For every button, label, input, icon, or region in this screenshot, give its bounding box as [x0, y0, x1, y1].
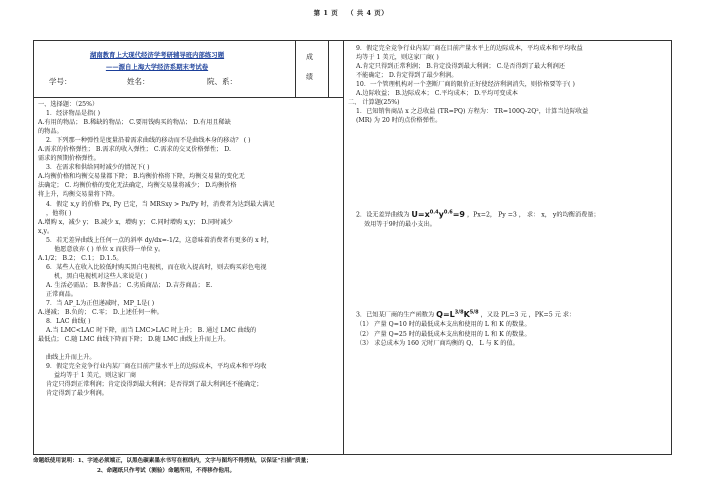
question-line: ，他将( ) [46, 209, 72, 217]
question-line: A.增购 x，减少 y； B.减少 x，增购 y； C.同时增购 x,y； D.同时减少 [38, 218, 233, 226]
question-line: 法确定； C. 均衡价格的变化无法确定，均衡交易量将减少； D.均衡价格 [38, 182, 237, 190]
question-line: A.1/2； B.2； C.1； D.1.5。 [38, 254, 123, 262]
question-line: 曲线上升而上升。 [46, 354, 96, 362]
footer-notes [33, 456, 673, 476]
question-line: A.有用的物品； B.稀缺的物品； C.要用钱购买的物品； D.有用且稀缺 [38, 119, 231, 127]
column-divider [343, 40, 344, 454]
question-line: 均等于 1 美元，则这家厂商( ) [356, 54, 439, 62]
department-label: 院、系： [207, 77, 237, 86]
question-line: 需求的预期价格弹性。 [38, 155, 100, 163]
q2-formula: $U=x^{0.4}y^{0.6}=9$ [411, 209, 465, 219]
footer-line-1: 命题纸使用说明：1、字迹必须端正，以黑色碳素墨水书写在框线内，文字与图均不得剪贴，以保证“扫描”质量； [33, 458, 312, 464]
question-line: 8．LAC 曲线( ) [46, 318, 91, 326]
question-line: 10．一个管理机构对一个垄断厂商的限价正好使经济利润消失，则价格要等于( ) [356, 81, 575, 89]
question-line: 正常商品。 [46, 290, 77, 298]
page-header [0, 8, 702, 17]
question-line: 6．某些人在收入比较低时购买黑白电视机，而在收入提高时，则去购买彩色电视 [46, 263, 267, 271]
page-total: （ 共 4 页） [347, 9, 389, 17]
question-line: A.递减； B.负的； C.零； D.上述任何一种。 [38, 309, 163, 317]
question-line: 9．假定完全竞争行业内某厂商在目前产量水平上的边际成本，平均成本和平均收益 [356, 45, 583, 52]
question-line: 4．假定 x,y 的价格 Px, Py 已定，当 MRSxy > Px/Py 时，消费者为达到最大满足 [46, 200, 275, 208]
exam-subtitle: ——源自上海大学经济系期末考试卷 [105, 63, 209, 71]
left-column [38, 100, 338, 399]
question-line: A.均衡价格和均衡交易量都下降； B.均衡价格将下降，均衡交易量的变化无 [38, 173, 245, 181]
question-line [38, 344, 338, 353]
q3-item: （2） 产量 Q=25 时的最低成本支出和使用的 L 和 K 的数量。 [356, 330, 531, 338]
question-line: 不能确定； D.肯定得到了最少利润。 [356, 72, 458, 80]
question-line: 肯定得到了最少利润。 [46, 390, 108, 398]
question-line: 他愿意放弃 ( ) 单位 x 而获得一单位 y。 [54, 245, 165, 253]
question-line: 最低点； C.随 LMC 曲线下降而下降； D.随 LMC 曲线上升而上升。 [38, 336, 230, 344]
question-line: 7．当 AP_L为正但递减时，MP_L是( ) [46, 300, 155, 308]
question-line: 益均等于 1 美元，则这家厂商 [54, 372, 137, 380]
student-id-label: 学号： [49, 77, 72, 86]
q2-line2: 效用等于9时的最小支出。 [364, 221, 436, 229]
question-line: x,y。 [38, 227, 54, 235]
name-label: 姓名： [127, 77, 150, 86]
question-line: A.肯定只得到正常利润； B.肯定没得到最大利润； C.是否得到了最大利润还 [356, 63, 565, 71]
question-line: A. 生活必需品； B.奢侈品； C.劣质商品； D.吉芬商品； E. [46, 281, 213, 289]
question-line: 的物品。 [38, 128, 63, 136]
question-line: A.当 LMC<LAC 时下降，而当 LMC>LAC 时上升； B. 通过 LMC 曲线的 [46, 327, 257, 335]
page-number: 第 1 页 [313, 9, 339, 17]
section-heading: 二、 计算题(25%) [348, 99, 400, 107]
q3-item: （3） 求总成本为 160 元时厂商均衡的 Q、 L 与 K 的值。 [356, 340, 519, 348]
question-line: 机，黑白电视机对这些人来说是( ) [54, 272, 148, 280]
q3-item: （1） 产量 Q=10 时的最低成本支出和使用的 L 和 K 的数量。 [356, 321, 531, 329]
question-line: A.需求的价格弹性； B.需求的收入弹性； C.需求的交叉价格弹性； D. [38, 146, 231, 154]
question-line: (MR) 为 20 时的点价格弹性。 [356, 117, 442, 125]
q2-prefix: 2．设无差异曲线为 [356, 211, 410, 219]
question-line: 肯定只得到正常利润；肯定没得到最大利润；是否得到了最大利润还不能确定； [46, 381, 263, 389]
right-column [348, 44, 666, 125]
exam-header-block [33, 40, 343, 98]
score-label-bottom: 绩 [306, 73, 313, 81]
q3-formula: $Q=L^{3/8}K^{5/8}$ [436, 309, 479, 319]
question-line: 3．在需求和供给同时减少的情况下( ) [46, 164, 150, 172]
section-heading: 一、选择题：（25%） [38, 101, 99, 108]
question-line: 1．已知销售商品 x 之总收益 (TR=PQ) 方程为： TR=100Q-2Q²，计算当边际收益 [356, 108, 589, 116]
footer-line-2: 2、命题纸只作考试（测验）命题所用，不得移作他用。 [97, 468, 236, 474]
question-line: 9．假定完全竞争行业内某厂商在目前产量水平上的边际成本，平均成本和平均收 [46, 363, 267, 371]
q3-suffix: ，又设 PL=3 元 ，PK=5 元 求： [480, 311, 576, 319]
calc-question-2 [348, 208, 666, 230]
question-line: 5．若无差异曲线上任何一点的斜率 dy/dx=-1/2，这意味着消费者有更多的 x 时， [46, 236, 273, 244]
q3-prefix: 3．已知某厂商的生产函数为 [356, 311, 435, 319]
exam-title: 湖南教育上大现代经济学考研辅导班内部练习题 [89, 51, 225, 59]
question-line: A.边际收益； B.边际成本； C.平均成本； D.平均可变成本 [356, 90, 518, 98]
q2-suffix: ，Px=2， Py =3 ， 求： x， y的均衡消费量； [466, 211, 600, 219]
question-line: 2．下列那一种弹性是度量沿着需求曲线的移动而不是曲线本身的移动？ ( ) [46, 137, 251, 145]
calc-question-3 [348, 308, 666, 349]
question-line: 将上升，均衡交易量将下降。 [38, 191, 119, 199]
score-label-top: 成 [306, 53, 313, 61]
question-line: 1．经济物品是指( ) [46, 110, 101, 118]
score-box [295, 40, 329, 97]
